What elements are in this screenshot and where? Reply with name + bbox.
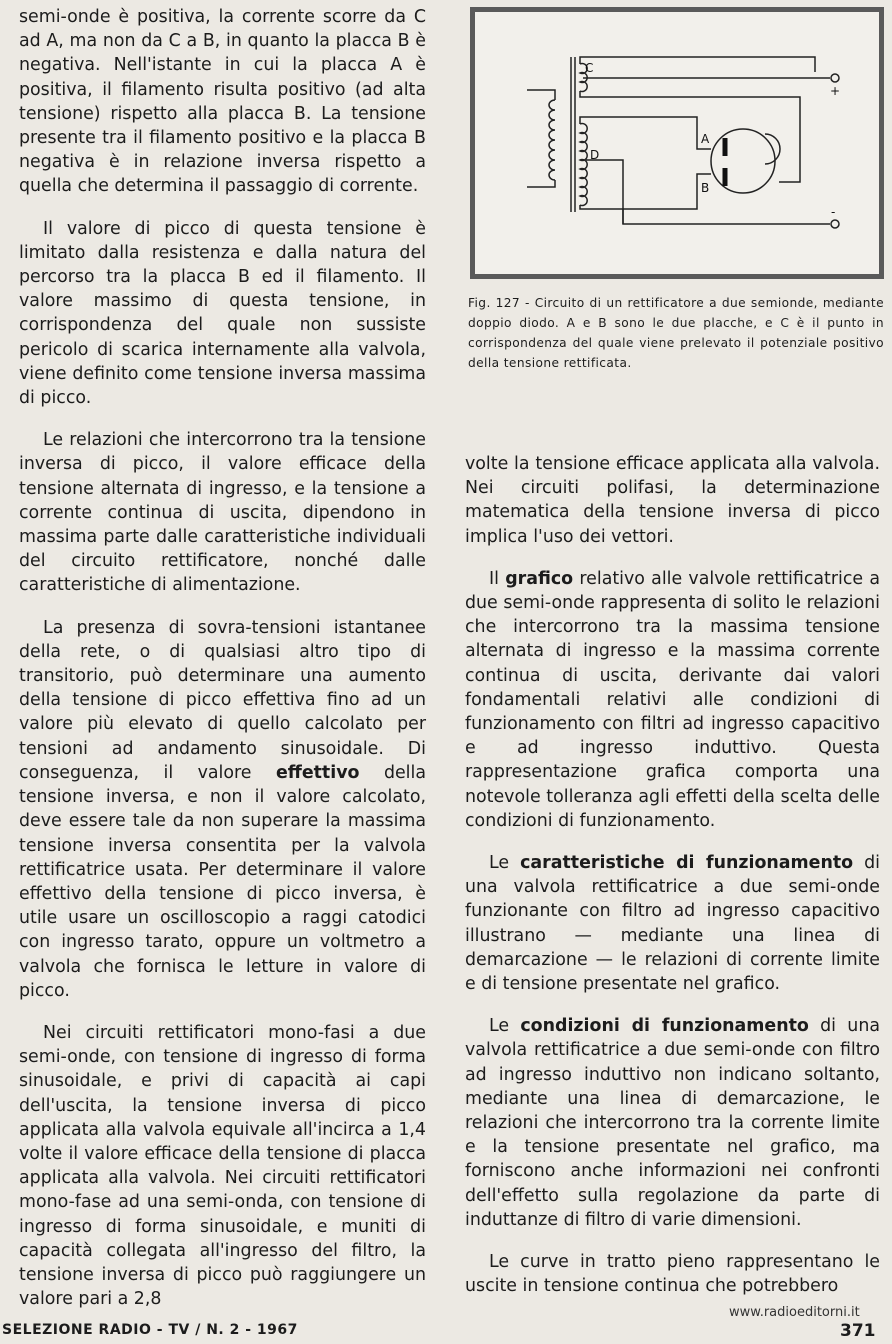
bold-term: condizioni di funzionamento <box>520 1016 809 1037</box>
primary-lead-bottom <box>527 180 555 187</box>
text-run: di una valvola rettificatrice a due semi-onde con filtro ad ingresso induttivo non indicano soltanto, mediante una linea di demarcazione, le relazioni che intercorrono tra la corrente limite e la tensione presentate nel grafico, ma forniscono anche informazioni nei confronti dell'effetto sulla regolazione da parte di induttanze di filtro di varie dimensioni. <box>465 1016 880 1230</box>
primary-coil <box>549 100 555 180</box>
paragraph <box>465 1014 880 1232</box>
text-run: relativo alle valvole rettificatrice a due semi-onde rappresenta di solito le relazioni che intercorrono tra la massima tensione alternata di ingresso e la massima corrente continua di uscita, derivante dai valori fondamentali relativi alle condizioni di funzionamento con filtri ad ingresso capacitivo e ad ingresso induttivo. Questa rappresentazione grafica comporta una notevole tolleranza agli effetti della scelta delle condizioni di funzionamento. <box>465 568 880 831</box>
text-run: di una valvola rettificatrice a due semi-onde funzionante con filtro ad ingresso capacitivo illustrano — mediante una linea di demarcazione — le relazioni di corrente limite e di tensione presentate nel grafico. <box>465 853 880 995</box>
primary-lead-top <box>527 90 555 100</box>
paragraph: Il valore di picco di questa tensione è limitato dalla resistenza e dalla natura del percorso tra la placca B ed il filamento. Il valore massimo di questa tensione, in corrispondenza del quale non sussiste pericolo di scarica internamente alla valvola, viene definito come tensione inversa massima di picco. <box>19 218 426 409</box>
text-run: Le <box>489 853 510 874</box>
paragraph: Le relazioni che intercorrono tra la tensione inversa di picco, il valore efficace della tensione alternata di ingresso, e la tensione a corrente continua di uscita, dipendono in massima parte dalle caratteristiche individuali del circuito rettificatore, nonché dalle caratteristiche di alimentazione. <box>19 430 426 596</box>
text-run: Le <box>489 1016 510 1037</box>
rectifier-circuit-diagram <box>475 12 879 274</box>
label-a: A <box>701 132 710 146</box>
bold-term: caratteristiche di funzionamento <box>520 853 854 874</box>
double-diode-tube <box>711 129 775 193</box>
filament-lead-top <box>595 57 815 72</box>
paragraph: Nei circuiti rettificatori mono-fasi a due semi-onde, con tensione di ingresso di forma sinusoidale, e privi di capacità ai capi dell'uscita, la tensione inversa di picco applicata alla valvola equivale all'incirca a 1,4 volte il valore efficace della tensione di placca applicata alla valvola. Nei circuiti rettificatori mono-fase ad una semi-onda, con tensione di ingresso di forma sinusoidale, e muniti di capacità collegata all'ingresso del filtro, la tensione inversa di picco può raggiungere un valore pari a 2,8 <box>19 1022 426 1310</box>
text-run: La presenza di sovra-tensioni istantanee della rete, o di qualsiasi altro tipo di transitorio, può determinare una aumento della tensione di picco effettiva fino ad un valore più elevato di quello calcolato per tensioni ad andamento sinusoidale. Di conseguenza, il valore <box>19 617 426 783</box>
circuit-figure <box>470 7 884 279</box>
plate-b-lead <box>623 174 711 209</box>
paragraph: semi-onde è positiva, la corrente scorre da C ad A, ma non da C a B, in quanto la placca B è negativa. Nell'istante in cui la placca A è positiva, il filamento risulta positivo (ad alta tensione) rispetto alla placca B. La tensione presente tra il filamento positivo e la placca B negativa è in relazione inversa rispetto a quella che determina il passaggio di corrente. <box>19 7 426 197</box>
filament-lead-low <box>580 91 800 182</box>
text-run: Il <box>489 568 499 589</box>
paragraph: Le curve in tratto pieno rappresentano le uscite in tensione continua che potrebbero <box>465 1252 880 1297</box>
right-column <box>465 452 880 1317</box>
bold-term: grafico <box>505 568 574 589</box>
label-b: B <box>701 181 710 195</box>
paragraph <box>465 567 880 833</box>
magazine-footer: SELEZIONE RADIO - TV / N. 2 - 1967 <box>2 1322 298 1338</box>
watermark: www.radioeditorni.it <box>729 1305 860 1320</box>
label-d: D <box>590 148 600 162</box>
left-column <box>19 5 426 1329</box>
label-plus: + <box>830 84 841 98</box>
bold-term: effettivo <box>275 762 360 783</box>
plate-a-lead <box>595 117 711 149</box>
page-number: 371 <box>840 1321 876 1341</box>
paragraph <box>465 851 880 996</box>
label-c: C <box>585 61 594 75</box>
negative-terminal <box>831 220 839 228</box>
text-run: della tensione inversa, e non il valore calcolato, deve essere tale da non superare la massima tensione inversa consentita per la valvola rettificatrice usata. Per determinare il valore effettivo della tensione di picco inversa, è utile usare un oscilloscopio a raggi catodici con ingresso tarato, oppure un voltmetro a valvola che fornisca le letture in valore di picco. <box>19 762 426 1001</box>
secondary-lead-low <box>580 205 623 224</box>
figure-caption: Fig. 127 - Circuito di un rettificatore a due semionde, mediante doppio diodo. A e B sono le due placche, e C è il punto in corrispondenza del quale viene prelevato il potenziale positivo della tensione rettificata. <box>468 296 884 370</box>
positive-terminal <box>831 74 839 82</box>
paragraph: volte la tensione efficace applicata alla valvola. Nei circuiti polifasi, la determinazione matematica della tensione inversa di picco implica l'uso dei vettori. <box>465 454 880 547</box>
hv-secondary-coil <box>580 124 587 206</box>
label-minus: - <box>831 205 836 219</box>
paragraph <box>19 616 426 1003</box>
